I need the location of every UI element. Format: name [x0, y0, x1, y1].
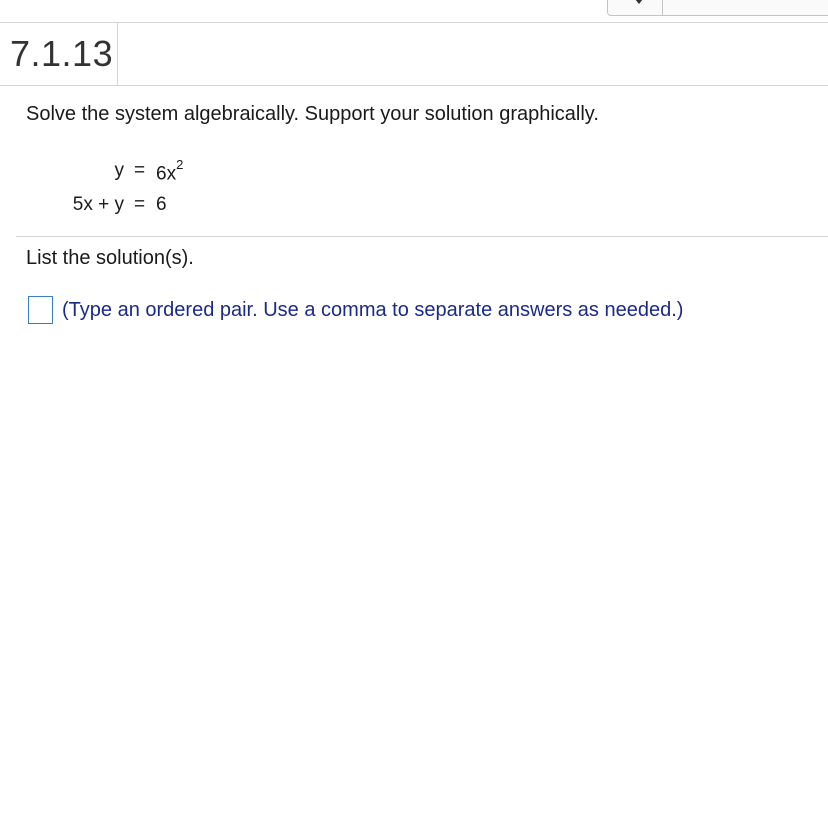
question-instruction: Solve the system algebraically. Support your solution graphically. [26, 103, 599, 125]
header-divider [117, 23, 118, 85]
equation-1-rhs [156, 157, 184, 185]
answer-prompt: List the solution(s). [26, 247, 194, 269]
equation-2-rhs: 6 [156, 194, 167, 215]
answer-input[interactable] [28, 296, 53, 324]
equation-1-rhs-exponent: 2 [176, 157, 184, 172]
equation-2-lhs: 5x + y [72, 194, 124, 215]
equation-1-equals: = [134, 160, 146, 181]
caret-down-icon[interactable] [635, 0, 643, 4]
equation-1-lhs: y [114, 160, 124, 181]
equation-2-equals: = [134, 194, 146, 215]
nav-divider [662, 0, 663, 15]
top-toolbar [0, 0, 828, 23]
section-divider [16, 236, 828, 237]
question-header [0, 23, 828, 86]
equation-1-rhs-base: 6x [156, 163, 177, 185]
question-number: 7.1.13 [10, 33, 114, 74]
question-nav-group[interactable] [607, 0, 828, 16]
answer-hint: (Type an ordered pair. Use a comma to separate answers as needed.) [62, 299, 684, 321]
